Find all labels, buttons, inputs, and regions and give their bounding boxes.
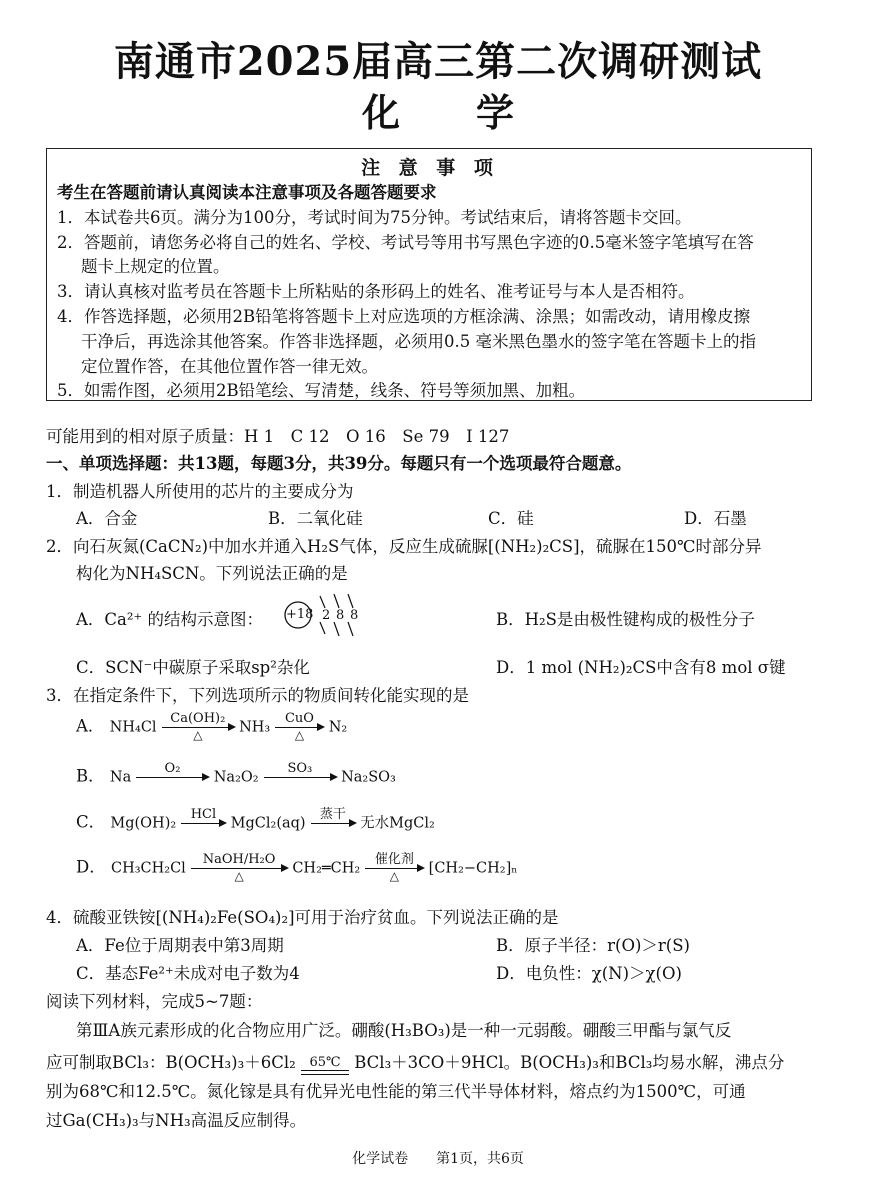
notice-item-3: 3．请认真核对监考员在答题卡上所粘贴的条形码上的姓名、准考证号与本人是否相符。 — [57, 282, 695, 301]
q2-stem-2: 构化为NH₄SCN。下列说法正确的是 — [76, 564, 348, 583]
q3-d-arrow2: 催化剂 △ — [365, 853, 423, 883]
q1-option-d: D．石墨 — [684, 509, 747, 528]
notice-item-4-cont1: 干净后，再选涂其他答案。作答非选择题，必须用0.5 毫米黑色墨水的签字笔在答题卡上的指 — [81, 332, 756, 351]
nucleus-charge: +18 — [286, 607, 314, 622]
notice-item-5: 5．如需作图，必须用2B铅笔绘、写清楚，线条、符号等须加黑、加粗。 — [57, 381, 586, 400]
q3-option-d — [76, 853, 518, 883]
notice-box — [46, 148, 812, 401]
shell-1: 2 — [322, 608, 331, 623]
q3-b-s1: Na — [109, 769, 132, 786]
q4-option-d: D．电负性：χ(N)＞χ(O) — [496, 964, 682, 983]
subject-title — [0, 82, 876, 137]
section-heading: 一、单项选择题：共13题，每题3分，共39分。每题只有一个选项最符合题意。 — [46, 454, 632, 473]
q3-d-arrow1: NaOH/H₂O △ — [191, 853, 287, 883]
q3-option-b — [76, 762, 396, 792]
q4-option-b: B．原子半径：r(O)＞r(S) — [496, 936, 690, 955]
reading-p4: 过Ga(CH₃)₃与NH₃高温反应制得。 — [46, 1111, 307, 1130]
notice-heading: 注 意 事 项 — [361, 157, 499, 179]
q3-b-s2: Na₂O₂ — [213, 769, 259, 786]
reading-p2-a: 应可制取BCl₃：B(OCH₃)₃＋6Cl₂ — [46, 1053, 296, 1072]
q3-a-s3: N₂ — [328, 719, 348, 736]
q3-b-arrow1: O₂ — [136, 762, 208, 792]
q3-a-arrow1: Ca(OH)₂ △ — [162, 712, 234, 742]
q3-a-label: A． — [76, 716, 105, 736]
page-footer: 化学试卷 第1页，共6页 — [352, 1151, 524, 1167]
reading-p1: 第ⅢA族元素形成的化合物应用广泛。硼酸(H₃BO₃)是一种一元弱酸。硼酸三甲酯与氯气反 — [76, 1021, 732, 1040]
q1-option-b: B．二氧化硅 — [268, 509, 363, 528]
q3-c-s2: MgCl₂(aq) — [230, 815, 306, 832]
q4-option-c: C．基态Fe²⁺未成对电子数为4 — [76, 964, 300, 983]
q3-a-arrow2: CuO △ — [275, 712, 323, 742]
notice-subheading: 考生在答题前请认真阅读本注意事项及各题答题要求 — [57, 183, 437, 202]
q3-d-s2: CH₂═CH₂ — [292, 860, 361, 877]
reading-p2 — [46, 1049, 784, 1075]
q2-stem-1: 2．向石灰氮(CaCN₂)中加水并通入H₂S气体，反应生成硫脲[(NH₂)₂CS]，硫脲在150℃时部分异 — [46, 537, 762, 556]
q1-option-c: C．硅 — [488, 509, 534, 528]
subject-char-1: 化 — [361, 90, 400, 135]
shell-3: 8 — [350, 608, 359, 623]
q3-d-s3: [CH₂−CH₂]ₙ — [428, 860, 518, 877]
q3-option-a — [76, 712, 347, 742]
q3-b-arrow2: SO₃ — [264, 762, 336, 792]
ca-ion-structure-diagram — [280, 588, 370, 642]
q3-option-c — [76, 808, 435, 838]
q3-a-s2: NH₃ — [239, 719, 271, 736]
q3-b-label: B． — [76, 766, 105, 786]
subject-char-2: 学 — [475, 90, 514, 135]
atomic-masses: 可能用到的相对原子质量：H 1 C 12 O 16 Se 79 I 127 — [46, 427, 510, 446]
q3-b-s3: Na₂SO₃ — [341, 769, 396, 786]
reading-p2-b: BCl₃＋3CO＋9HCl。B(OCH₃)₃和BCl₃均易水解，沸点分 — [354, 1053, 785, 1072]
q3-c-label: C． — [76, 812, 106, 832]
exam-title: 南通市2025届高三第二次调研测试 — [113, 38, 763, 85]
q3-d-s1: CH₃CH₂Cl — [110, 860, 186, 877]
q3-c-s1: Mg(OH)₂ — [110, 815, 177, 832]
notice-item-2-cont: 题卡上规定的位置。 — [81, 257, 230, 276]
reaction-condition-arrow: 65℃ — [301, 1056, 349, 1075]
q2-option-d: D．1 mol (NH₂)₂CS中含有8 mol σ键 — [496, 658, 786, 677]
notice-item-2: 2．答题前，请您务必将自己的姓名、学校、考试号等用书写黑色字迹的0.5毫米签字笔填写在答 — [57, 233, 754, 252]
q2-option-a: A．Ca²⁺ 的结构示意图： — [76, 610, 263, 629]
q4-option-a: A．Fe位于周期表中第3周期 — [76, 936, 284, 955]
reading-p3: 别为68℃和12.5℃。氮化镓是具有优异光电性能的第三代半导体材料，熔点约为1500℃，可通 — [46, 1082, 746, 1101]
notice-item-4-cont2: 定位置作答，在其他位置作答一律无效。 — [81, 357, 378, 376]
q3-c-arrow1: HCl — [181, 808, 225, 838]
notice-item-1: 1．本试卷共6页。满分为100分，考试时间为75分钟。考试结束后，请将答题卡交回。 — [57, 208, 692, 227]
q4-stem: 4．硫酸亚铁铵[(NH₄)₂Fe(SO₄)₂]可用于治疗贫血。下列说法正确的是 — [46, 908, 559, 927]
notice-item-4: 4．作答选择题，必须用2B铅笔将答题卡上对应选项的方框涂满、涂黑；如需改动，请用橡皮擦 — [57, 307, 751, 326]
reading-intro: 阅读下列材料，完成5~7题： — [46, 992, 263, 1011]
q1-stem: 1．制造机器人所使用的芯片的主要成分为 — [46, 482, 354, 501]
q2-option-c: C．SCN⁻中碳原子采取sp²杂化 — [76, 658, 310, 677]
q3-c-s3: 无水MgCl₂ — [360, 815, 435, 832]
q3-c-arrow2: 蒸干 — [311, 808, 355, 838]
q3-a-s1: NH₄Cl — [109, 719, 157, 736]
q1-option-a: A．合金 — [76, 509, 138, 528]
shell-2: 8 — [336, 608, 345, 623]
q3-d-label: D． — [76, 857, 106, 877]
q3-stem: 3．在指定条件下，下列选项所示的物质间转化能实现的是 — [46, 686, 469, 705]
q2-option-b: B．H₂S是由极性键构成的极性分子 — [496, 610, 755, 629]
